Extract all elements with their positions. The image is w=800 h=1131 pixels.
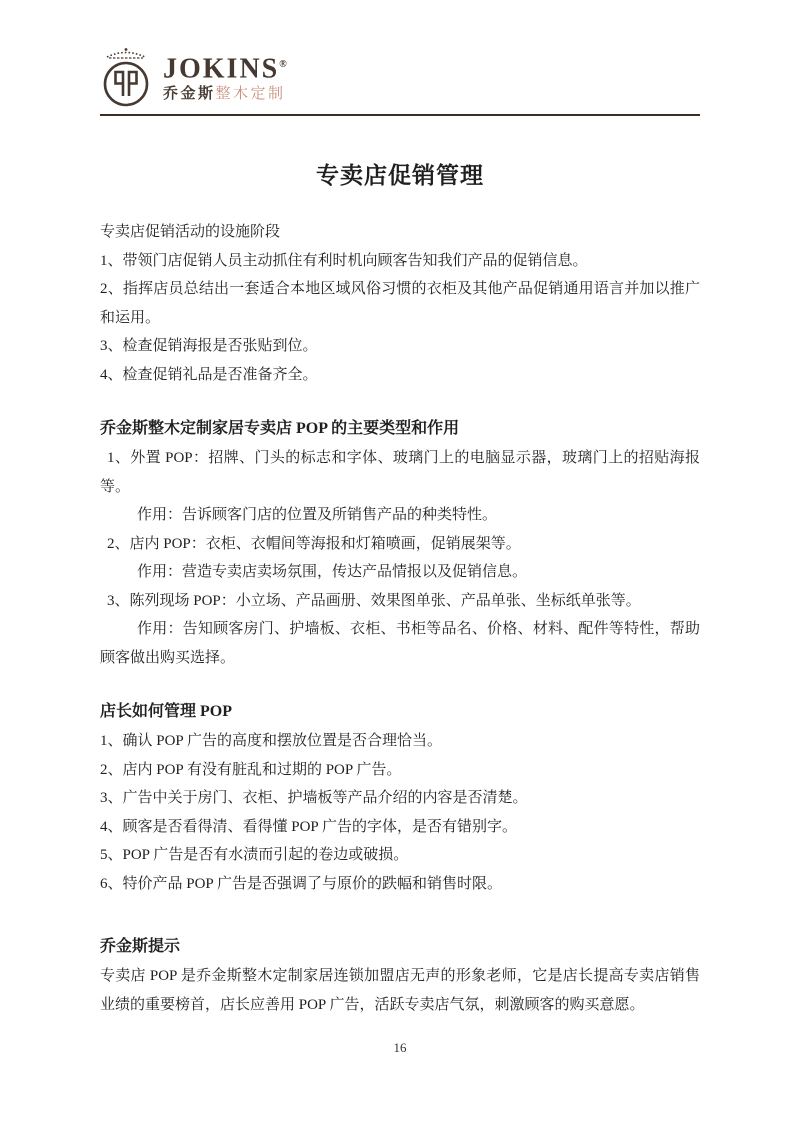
section-pop-types xyxy=(100,414,700,672)
list-item: 3、检查促销海报是否张贴到位。 xyxy=(100,338,318,354)
list-item: 4、顾客是否看得清、看得懂 POP 广告的字体，是否有错别字。 xyxy=(100,818,517,835)
tips-paragraph: 专卖店 POP 是乔金斯整木定制家居连锁加盟店无声的形象老师，它是店长提高专卖店销售业绩的重要榜首，店长应善用 POP 广告，活跃专卖店气氛，刺激顾客的购买意愿。 xyxy=(100,968,700,1013)
page-footer xyxy=(0,1040,800,1056)
logo-emblem xyxy=(100,47,152,108)
list-item: 2、店内 POP 有没有脏乱和过期的 POP 广告。 xyxy=(100,761,402,778)
brand-name xyxy=(163,50,287,84)
page-number: 16 xyxy=(393,1040,407,1055)
brand-wordmark: JOKINS xyxy=(163,53,280,85)
section-pop-management xyxy=(100,697,700,898)
list-item: 1、带领门店促销人员主动抓住有利时机向顾客告知我们产品的促销信息。 xyxy=(100,252,588,269)
list-item: 4、检查促销礼品是否准备齐全。 xyxy=(100,366,318,383)
list-item: 1、确认 POP 广告的高度和摆放位置是否合理恰当。 xyxy=(100,733,442,749)
list-item: 2、指挥店员总结出一套适合本地区域风俗习惯的衣柜及其他产品促销通用语言并加以推广和运用。 xyxy=(100,281,700,326)
brand-logo xyxy=(100,44,700,110)
logo-crown-ornament-icon xyxy=(104,47,148,59)
section-heading: 乔金斯提示 xyxy=(100,938,181,955)
section-promotion-setup xyxy=(100,218,700,389)
page-header xyxy=(100,44,700,116)
registered-trademark-icon: ® xyxy=(279,58,287,70)
effect-line: 作用：告诉顾客门店的位置及所销售产品的种类特性。 xyxy=(137,507,498,523)
section-heading: 店长如何管理 POP xyxy=(100,703,232,720)
logo-monogram-icon xyxy=(102,60,150,108)
list-item: 6、特价产品 POP 广告是否强调了与原价的跌幅和销售时限。 xyxy=(100,875,502,892)
list-item: 1、外置 POP：招牌、门头的标志和字体、玻璃门上的电脑显示器，玻璃门上的招贴海报等。 xyxy=(100,450,700,495)
section-tips xyxy=(100,932,700,1019)
section-intro: 专卖店促销活动的设施阶段 xyxy=(100,224,281,240)
header-divider xyxy=(100,114,700,116)
brand-subtitle xyxy=(163,84,287,104)
list-item: 3、广告中关于房门、衣柜、护墙板等产品介绍的内容是否清楚。 xyxy=(100,790,528,806)
list-item: 2、店内 POP：衣柜、衣帽间等海报和灯箱喷画，促销展架等。 xyxy=(107,535,521,552)
list-item: 5、POP 广告是否有水渍而引起的卷边或破损。 xyxy=(100,847,409,863)
document-body xyxy=(100,160,700,1019)
page-title: 专卖店促销管理 xyxy=(316,163,484,188)
brand-subtitle-accent: 整木定制 xyxy=(215,86,286,103)
brand-text xyxy=(163,50,287,104)
section-heading: 乔金斯整木定制家居专卖店 POP 的主要类型和作用 xyxy=(100,420,460,437)
effect-line: 作用：告知顾客房门、护墙板、衣柜、书柜等品名、价格、材料、配件等特性，帮助顾客做出购买选择。 xyxy=(100,621,700,666)
brand-subtitle-primary: 乔金斯 xyxy=(163,86,216,103)
effect-line: 作用：营造专卖店卖场氛围，传达产品情报以及促销信息。 xyxy=(137,564,528,580)
list-item: 3、陈列现场 POP：小立场、产品画册、效果图单张、产品单张、坐标纸单张等。 xyxy=(107,592,641,609)
